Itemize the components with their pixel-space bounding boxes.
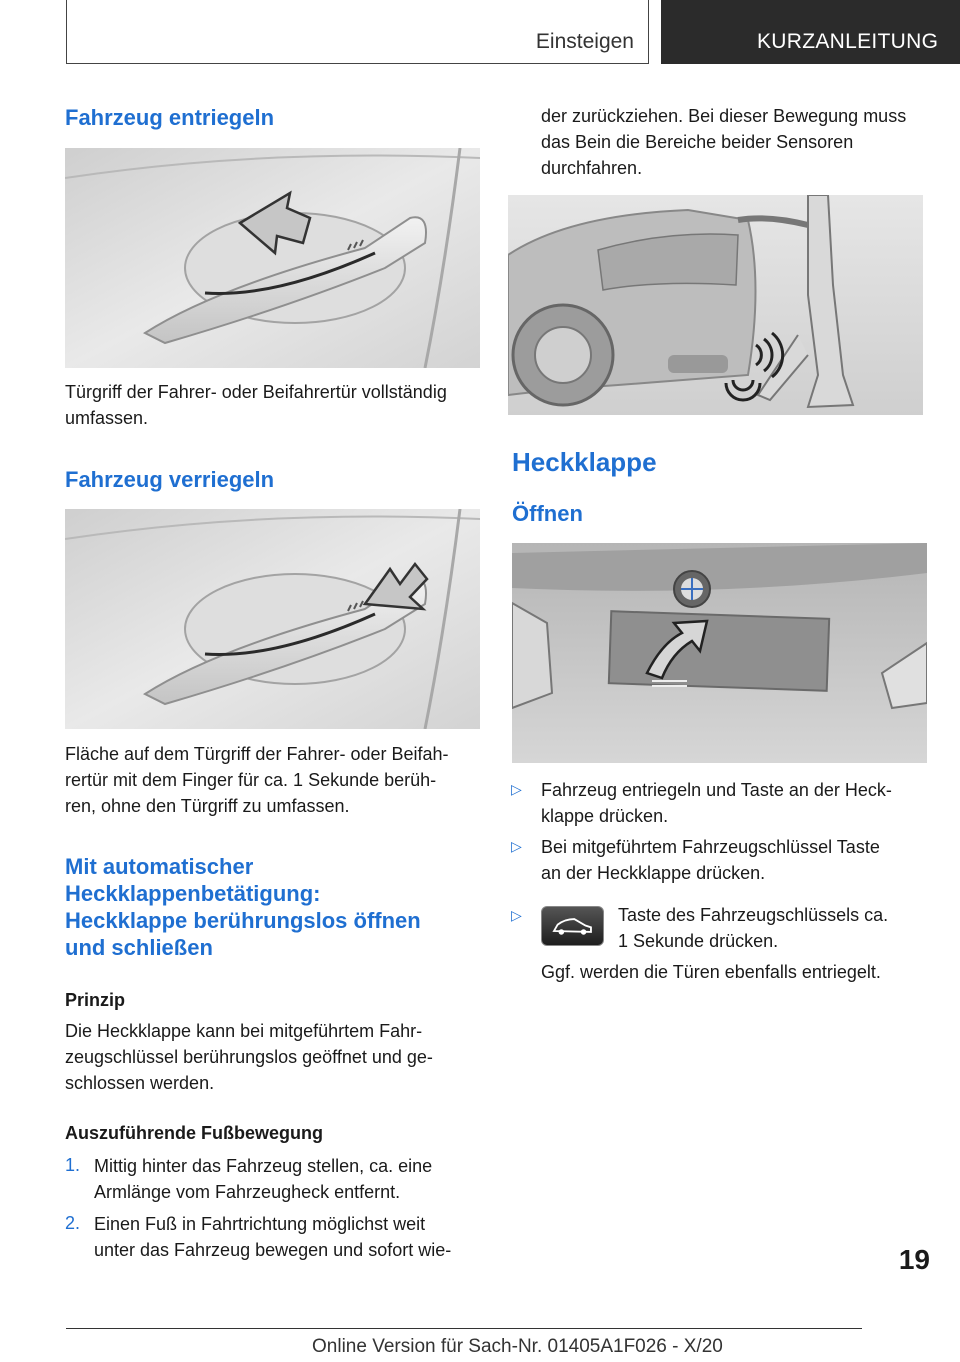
footer-online-version: Online Version für Sach-Nr. 01405A1F026 - X/20 xyxy=(312,1336,723,1357)
heading-auto-tailgate: Mit automatischer Heckklappenbetätigung: Heckklappe berührungslos öffnen und schließen xyxy=(65,854,421,960)
door-handle-unlock-image xyxy=(65,148,480,368)
header-section-tab xyxy=(66,0,649,64)
tailgate-button-image xyxy=(512,543,927,763)
step-number: 1. xyxy=(65,1155,81,1175)
heading-foot-movement: Auszuführende Fußbewegung xyxy=(65,1123,323,1143)
heading-open: Öffnen xyxy=(512,501,583,526)
heading-tailgate: Heckklappe xyxy=(512,447,657,477)
bullet-marker: ▷ xyxy=(511,838,522,854)
header-chapter-tab xyxy=(661,0,960,64)
step-text: Einen Fuß in Fahrtrichtung möglichst weit unter das Fahrzeug bewegen und sofort wie- xyxy=(94,1214,452,1260)
tailgate-key-button-icon xyxy=(541,906,604,946)
bullet-marker: ▷ xyxy=(511,907,522,923)
note-text: Ggf. werden die Türen ebenfalls entriegelt. xyxy=(541,962,881,982)
footer-divider xyxy=(66,1328,862,1329)
bullet-marker: ▷ xyxy=(511,781,522,797)
bullet-text: Fahrzeug entriegeln und Taste an der Heck- klappe drücken. xyxy=(541,780,892,826)
caption-lock: Fläche auf dem Türgriff der Fahrer- oder Beifah- rertür mit dem Finger für ca. 1 Sekunde berüh- ren, ohne den Türgriff zu umfassen. xyxy=(65,744,449,816)
page-number: 19 xyxy=(898,1244,930,1275)
continued-text: der zurückziehen. Bei dieser Bewegung muss das Bein die Bereiche beider Sensoren durchfahren. xyxy=(541,106,907,178)
key-bullet-text: Taste des Fahrzeugschlüssels ca. 1 Sekunde drücken. xyxy=(618,905,889,951)
caption-unlock: Türgriff der Fahrer- oder Beifahrertür vollständig umfassen. xyxy=(65,382,447,428)
heading-lock: Fahrzeug verriegeln xyxy=(65,467,275,492)
step-text: Mittig hinter das Fahrzeug stellen, ca. eine Armlänge vom Fahrzeugheck entfernt. xyxy=(94,1156,433,1202)
header-section-label: Einsteigen xyxy=(535,30,634,53)
bullet-text: Bei mitgeführtem Fahrzeugschlüssel Taste an der Heckklappe drücken. xyxy=(541,837,880,883)
header-chapter-label: KURZANLEITUNG xyxy=(757,30,939,53)
foot-movement-image xyxy=(508,195,923,415)
heading-principle: Prinzip xyxy=(65,990,126,1010)
principle-text: Die Heckklappe kann bei mitgeführtem Fahr- zeugschlüssel berührungslos geöffnet und ge- schlossen werden. xyxy=(65,1021,433,1093)
heading-unlock: Fahrzeug entriegeln xyxy=(65,105,275,130)
step-number: 2. xyxy=(65,1213,81,1233)
door-handle-lock-image xyxy=(65,509,480,729)
